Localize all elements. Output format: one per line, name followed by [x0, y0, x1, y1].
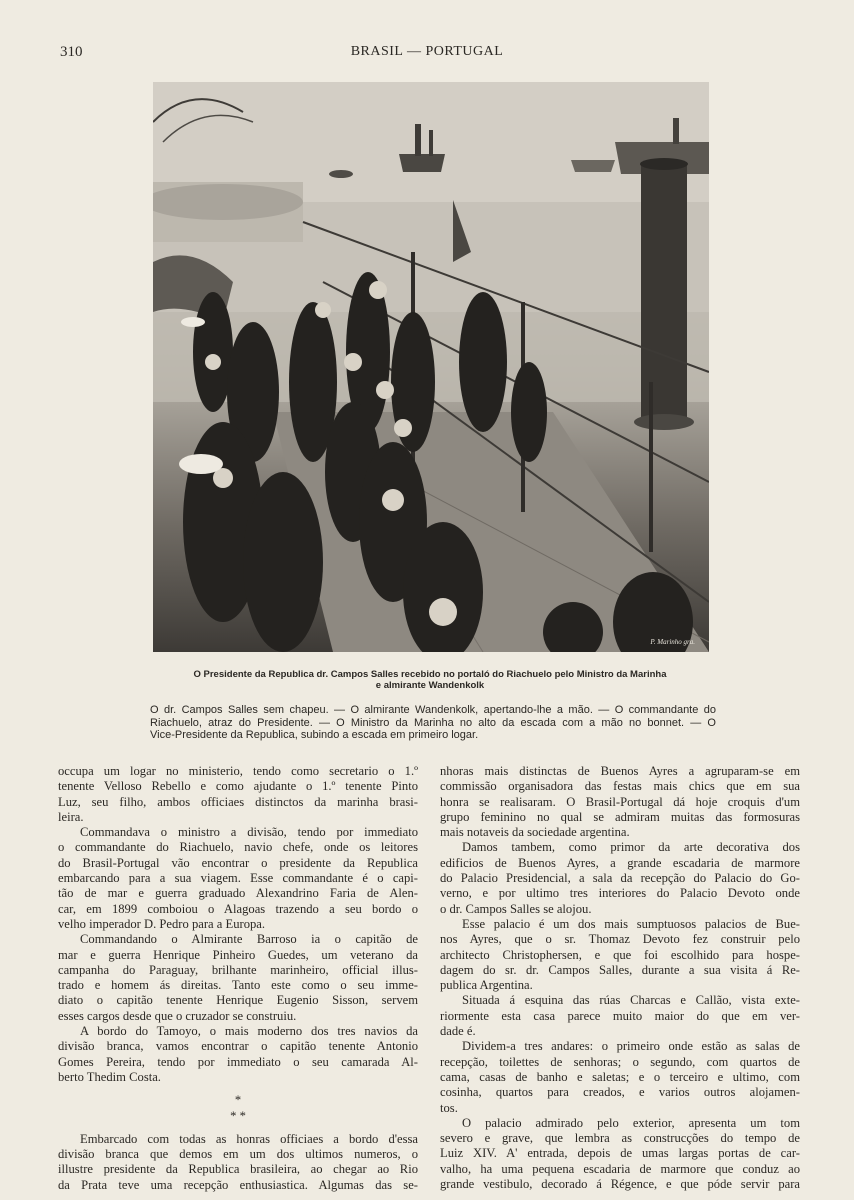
- text-line: do Palacio Presidencial, a sala da recepção do Palacio do Go-: [440, 871, 800, 886]
- text-line: o dr. Campos Salles se alojou.: [440, 901, 592, 916]
- text-line: illustre presidente da Republica brasileira, ao chegar ao Rio: [58, 1162, 418, 1177]
- text-line: divisão branca que demos em um dos ultimos numeros, o: [58, 1147, 418, 1162]
- text-line: Dividem-a tres andares: o primeiro onde estão as salas de: [462, 1039, 800, 1054]
- text-line: mais notaveis da sociedade argentina.: [440, 825, 630, 840]
- text-line: occupa um logar no ministerio, tendo como secretario o 1.º: [58, 764, 418, 778]
- text-line: tenente Velloso Rebello e como ajudante o 1.º tenente Pinto: [58, 779, 418, 794]
- text-line: tos.: [440, 1100, 458, 1115]
- text-line: edificios de Buenos Ayres, a grande escadaria de marmore: [440, 855, 800, 870]
- text-line: Embarcado com todas as honras officiaes a bordo d'essa: [80, 1131, 418, 1146]
- text-line: leira.: [58, 809, 84, 824]
- running-head: BRASIL — PORTUGAL: [350, 44, 504, 59]
- text-line: severo e grave, que lembra as construcções do tempo de: [440, 1131, 800, 1146]
- section-break-asterisks: * *: [230, 1108, 246, 1123]
- text-line: berto Thedim Costa.: [58, 1069, 161, 1084]
- text-line: Esse palacio é um dos mais sumptuosos palacios de Bue-: [462, 916, 800, 931]
- caption-detail-line: Riachuelo, atraz do Presidente. — O Ministro da Marinha no alto da escada com a mão no bonnet. — O: [150, 716, 716, 729]
- text-line: riormente esta casa parece muito maior do que em ver-: [440, 1008, 800, 1023]
- spacer: [58, 1085, 418, 1093]
- text-line: embarcando para a sua viagem. Esse commandante é o capi-: [58, 871, 418, 886]
- text-line: grupo feminino no qual se admiram muitas das formosuras: [440, 809, 800, 824]
- text-line: verno, e por ultimo tres interiores do Palacio Devoto onde: [440, 886, 800, 901]
- text-line: diato o capitão tenente Henrique Eugenio Sisson, servem: [58, 993, 418, 1008]
- text-line: esses cargos desde que o cruzador se construiu.: [58, 1008, 297, 1023]
- text-line: Gomes Pereira, tendo por immediato o seu camarada Al-: [58, 1054, 418, 1069]
- text-line: cosinha, quartos para creados, e varios outros alojamen-: [440, 1085, 800, 1100]
- caption-title-line: O Presidente da Republica dr. Campos Salles recebido no portaló do Riachuelo pelo Ministro da Marinha: [193, 669, 667, 680]
- text-line: commissão organisadora das festas mais chics que em sua: [440, 779, 800, 794]
- left-text-column: [58, 764, 418, 1193]
- text-line: Commandava o ministro a divisão, tendo por immediato: [80, 825, 418, 840]
- text-line: honra se realisaram. O Brasil-Portugal dá hoje croquis d'um: [440, 794, 800, 809]
- text-line: do Brasil-Portugal vão encontrar o presidente da Republica: [58, 855, 418, 870]
- text-line: nhoras mais distinctas de Buenos Ayres a agruparam-se em: [440, 764, 800, 778]
- text-line: recepção, toilettes de senhoras; o segundo, com quartos de: [440, 1054, 800, 1069]
- text-line: dagem do sr. dr. Campos Salles, durante a sua visita á Re-: [440, 962, 800, 977]
- spacer: [58, 1124, 418, 1132]
- text-line: grande vestibulo, decorado á Régence, e que póde servir para: [440, 1177, 800, 1192]
- text-line: divisão branca, vamos encontrar o capitão tenente Antonio: [58, 1039, 418, 1054]
- text-line: O palacio admirado pelo exterior, apresenta um tom: [462, 1115, 800, 1130]
- caption-title-line: e almirante Wandenkolk: [375, 680, 485, 691]
- text-line: Luz, seu filho, ambos officiaes distinctos da marinha brasi-: [58, 794, 418, 809]
- text-line: da Prata teve uma recepção enthusiastica. Algumas das se-: [58, 1177, 418, 1192]
- text-line: valho, ha uma pequena escadaria de marmore que conduz ao: [440, 1161, 800, 1176]
- engraver-signature: P. Marinho gra.: [650, 638, 695, 646]
- ship-deck-photograph: [153, 82, 709, 652]
- text-line: dade é.: [440, 1024, 476, 1039]
- text-line: nos Ayres, que o sr. Thomaz Devoto fez construir pelo: [440, 932, 800, 947]
- text-line: Damos tambem, como primor da arte decorativa dos: [462, 840, 800, 855]
- text-line: cama, casas de banho e saletas; e o terceiro e ultimo, com: [440, 1069, 800, 1084]
- text-line: publica Argentina.: [440, 978, 533, 993]
- photo-caption-detail: [150, 704, 716, 742]
- section-break-asterisk: *: [234, 1093, 242, 1108]
- page-number: 310: [60, 44, 83, 60]
- photo-illustration: [153, 82, 709, 652]
- text-line: trado e homem ás direitas. Tanto este como o seu imme-: [58, 978, 418, 993]
- right-text-column: [440, 764, 800, 1192]
- caption-detail-line: O dr. Campos Salles sem chapeu. — O almirante Wandenkolk, apertando-lhe a mão. — O commandante do: [150, 704, 716, 716]
- photo-caption-title: [150, 669, 710, 691]
- text-line: campanha do Paraguay, brilhante marinheiro, official illus-: [58, 962, 418, 977]
- text-line: car, em 1899 comboiou o Alagoas trazendo a seu bordo o: [58, 901, 418, 916]
- text-line: Commandando o Almirante Barroso ia o capitão de: [80, 932, 418, 947]
- text-line: o commandante do Riachuelo, navio chefe, onde os leitores: [58, 840, 418, 855]
- text-line: Luiz XIV. A' entrada, depois de umas largas portas de car-: [440, 1146, 800, 1161]
- text-line: Situada á esquina das rúas Charcas e Callão, vista exte-: [462, 993, 800, 1008]
- text-line: architecto Christophersen, e que foi escolhido para hospe-: [440, 947, 800, 962]
- text-line: tão de mar e guerra graduado Alexandrino Faria de Alen-: [58, 886, 418, 901]
- text-line: velho imperador D. Pedro para a Europa.: [58, 916, 266, 931]
- text-line: mar e guerra Henrique Pinheiro Guedes, um veterano da: [58, 947, 418, 962]
- caption-detail-line: Vice-Presidente da Republica, subindo a escada em primeiro logar.: [150, 729, 479, 741]
- text-line: A bordo do Tamoyo, o mais moderno dos tres navios da: [80, 1024, 418, 1039]
